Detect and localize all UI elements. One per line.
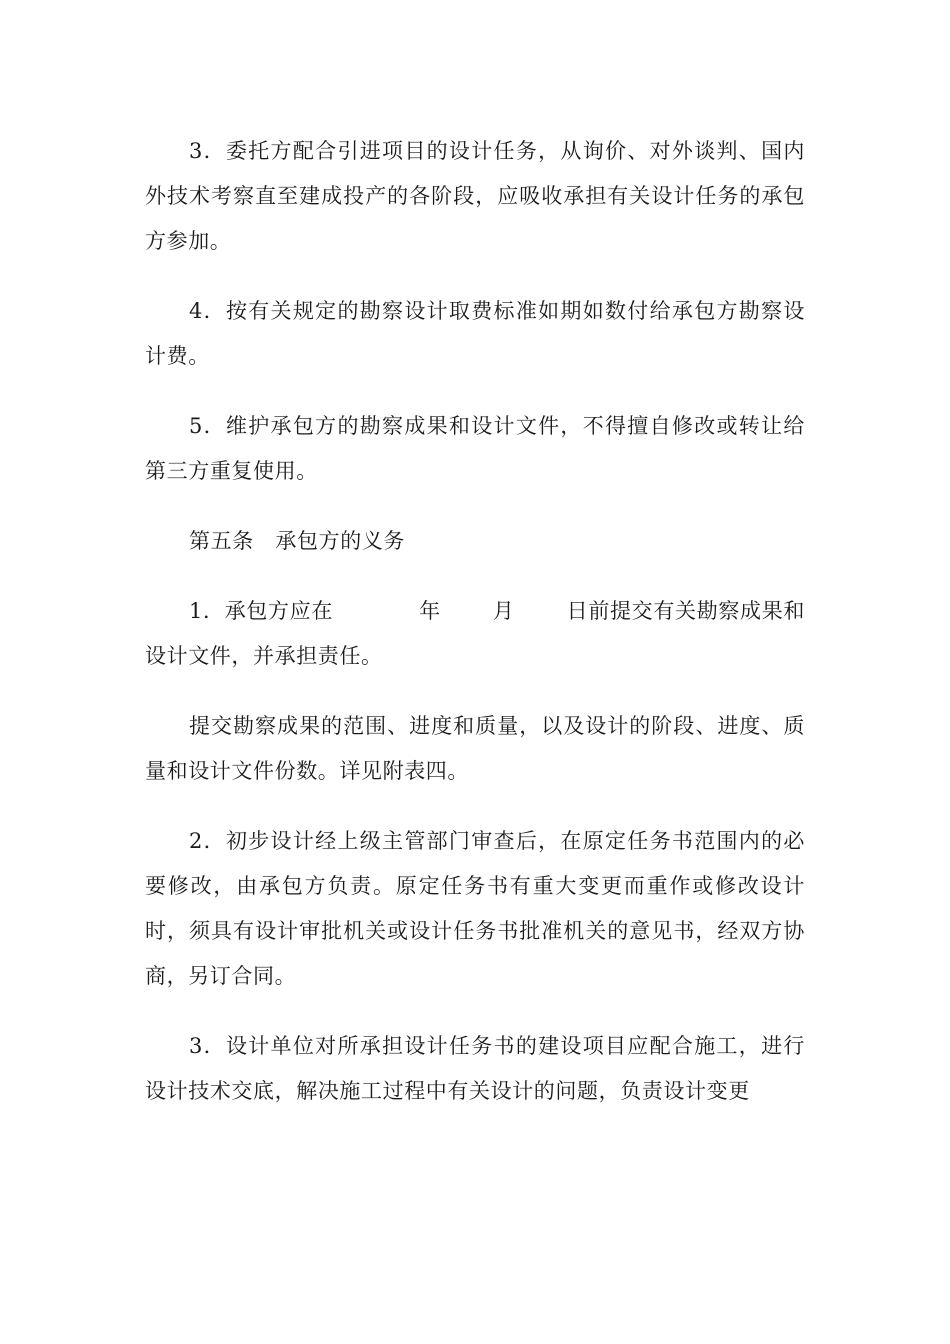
deadline-tail-text: 日前提交有关勘察成果和设计文件，并承担责任。 — [145, 599, 805, 668]
deadline-month-label: 月 — [492, 599, 515, 623]
document-body — [145, 129, 805, 1139]
paragraph-submission-deadline — [145, 589, 805, 679]
paragraph-client-assist-design: 3．委托方配合引进项目的设计任务，从询价、对外谈判、国内外技术考察直至建成投产的各阶段，应吸收承担有关设计任务的承包方参加。 — [145, 139, 805, 253]
paragraph-protect-results: 5．维护承包方的勘察成果和设计文件，不得擅自修改或转让给第三方重复使用。 — [145, 414, 805, 483]
paragraph-design-revisions: 2．初步设计经上级主管部门审查后，在原定任务书范围内的必要修改，由承包方负责。原定任务书有重大变更而重作或修改设计时，须具有设计审批机关或设计任务书批准机关的意见书，经双方协商，另订合同。 — [145, 829, 805, 988]
paragraph-submission-scope: 提交勘察成果的范围、进度和质量，以及设计的阶段、进度、质量和设计文件份数。详见附表四。 — [145, 714, 805, 783]
paragraph-pay-fees: 4．按有关规定的勘察设计取费标准如期如数付给承包方勘察设计费。 — [145, 299, 805, 368]
paragraph-construction-support: 3．设计单位对所承担设计任务书的建设项目应配合施工，进行设计技术交底，解决施工过程中有关设计的问题，负责设计变更 — [145, 1034, 805, 1103]
deadline-lead-text: 1．承包方应在 — [189, 599, 334, 623]
deadline-year-label: 年 — [419, 599, 441, 623]
section-heading-article-5: 第五条 承包方的义务 — [189, 529, 405, 553]
